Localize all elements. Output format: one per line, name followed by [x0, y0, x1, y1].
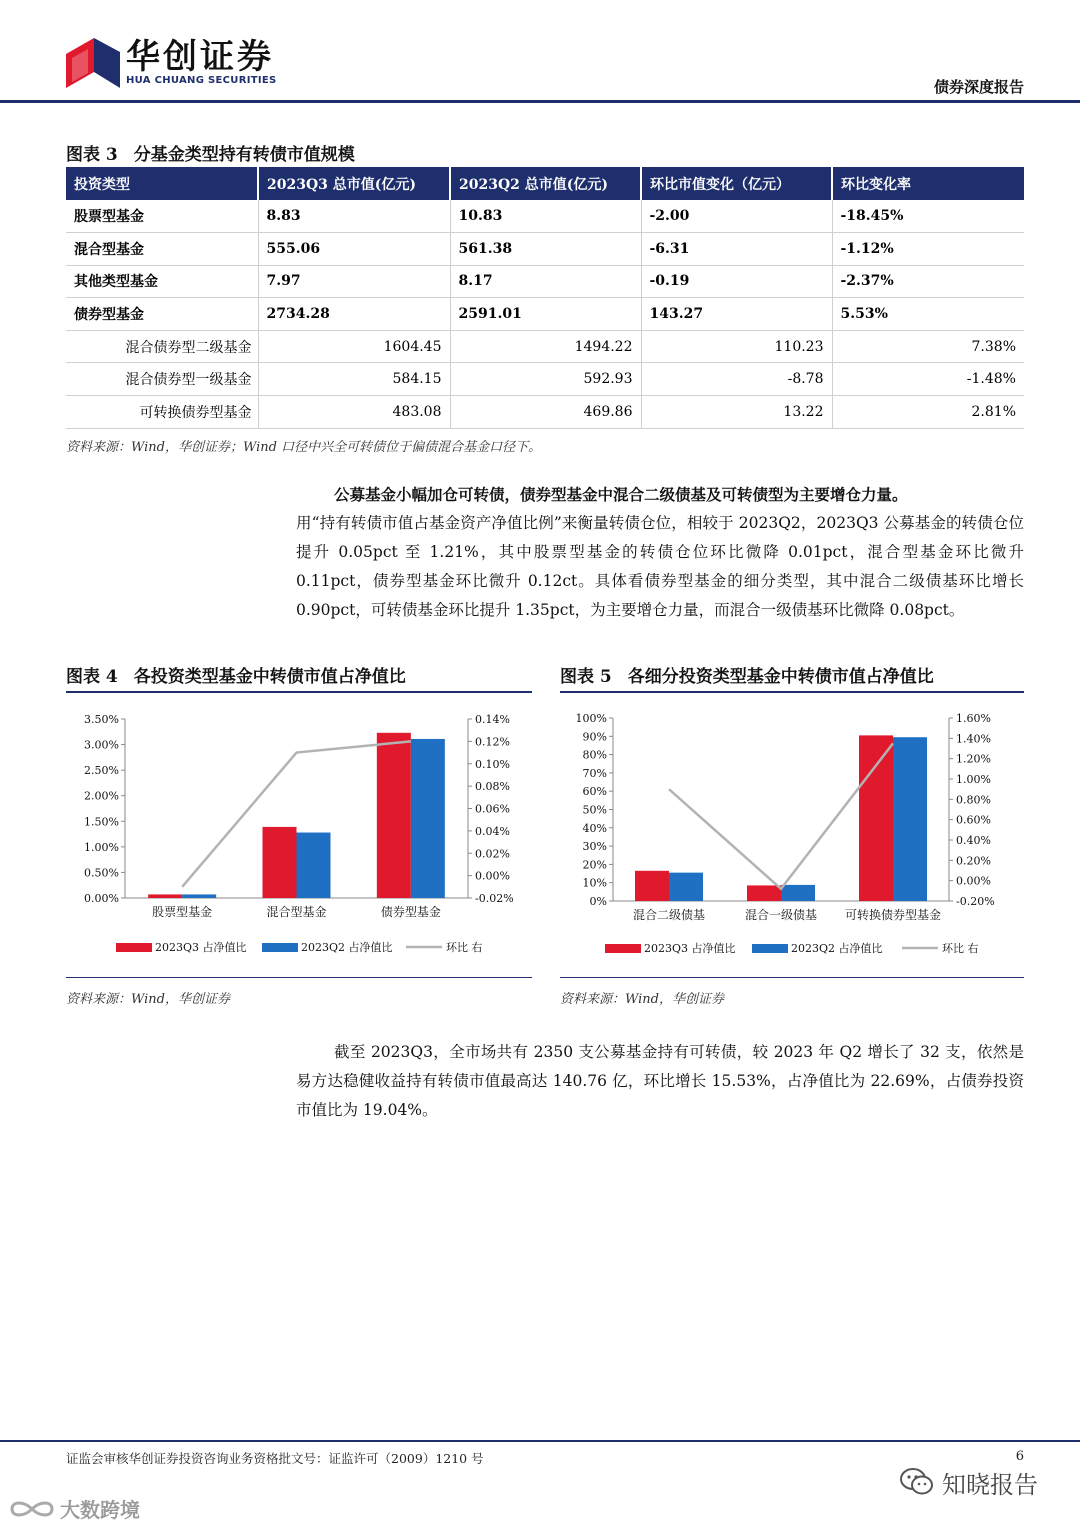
fig5-underline — [560, 691, 1024, 693]
bar — [893, 737, 927, 901]
bar — [377, 733, 411, 898]
table-cell: 2.81% — [832, 396, 1024, 429]
table-cell: 混合债券型一级基金 — [66, 363, 258, 396]
y-right-tick-label: 0.80% — [956, 793, 991, 807]
y-right-tick-label: 0.14% — [475, 713, 510, 726]
table-cell: -6.31 — [641, 233, 832, 266]
table-cell: 469.86 — [450, 396, 641, 429]
legend-label: 环比 右 — [942, 942, 979, 955]
bar — [781, 885, 815, 901]
report-type: 债券深度报告 — [933, 78, 1024, 96]
bar — [263, 827, 297, 898]
x-tick-label: 股票型基金 — [152, 905, 213, 919]
legend-label: 环比 右 — [446, 941, 483, 954]
y-left-tick-label: 10% — [582, 876, 607, 890]
y-left-tick-label: 80% — [582, 748, 607, 762]
y-right-tick-label: 0.08% — [475, 780, 510, 794]
fig4-underline — [66, 691, 532, 693]
paragraph-1-lead: 公募基金小幅加仓可转债，债券型基金中混合二级债基及可转债型为主要增仓力量。 — [334, 485, 908, 504]
y-right-tick-label: 0.20% — [956, 854, 991, 868]
table-cell: 1604.45 — [258, 330, 450, 363]
table-cell: -0.19 — [641, 265, 832, 298]
y-left-tick-label: 60% — [582, 785, 607, 799]
table-cell: 股票型基金 — [66, 200, 258, 233]
table-row — [66, 200, 1024, 233]
table-cell: 混合型基金 — [66, 233, 258, 266]
watermark-left-text: 大数跨境 — [60, 1498, 140, 1522]
fig4-chart — [66, 700, 532, 972]
y-right-tick-label: -0.02% — [475, 892, 514, 905]
table-cell: -2.00 — [641, 200, 832, 233]
fig4-title-text: 各投资类型基金中转债市值占净值比 — [133, 667, 406, 687]
y-right-tick-label: 0.10% — [475, 757, 510, 771]
fig5-bottom-line — [560, 977, 1024, 978]
table-cell: 8.17 — [450, 265, 641, 298]
logo-chinese-name: 华创证券 — [126, 37, 274, 77]
legend-swatch — [116, 943, 152, 952]
y-right-tick-label: 1.20% — [956, 752, 991, 766]
logo-english-name: HUA CHUANG SECURITIES — [126, 75, 277, 86]
fig4-source: 资料来源：Wind，华创证券 — [66, 992, 230, 1007]
table-cell: 2734.28 — [258, 298, 450, 331]
table-cell: 592.93 — [450, 363, 641, 396]
table-cell: 110.23 — [641, 330, 832, 363]
table-cell: 584.15 — [258, 363, 450, 396]
bar — [182, 894, 216, 898]
y-left-tick-label: 100% — [575, 712, 607, 725]
y-right-tick-label: 1.60% — [956, 712, 991, 725]
footer-license: 证监会审核华创证券投资咨询业务资格批文号：证监许可（2009）1210 号 — [66, 1451, 484, 1466]
table-cell: 可转换债券型基金 — [66, 396, 258, 429]
bar — [635, 871, 669, 901]
y-left-tick-label: 40% — [582, 821, 607, 835]
legend-label: 2023Q3 占净值比 — [155, 941, 247, 954]
table-subrow — [66, 396, 1024, 429]
fig4-bottom-line — [66, 977, 532, 978]
table-cell: -18.45% — [832, 200, 1024, 233]
table-subrow — [66, 330, 1024, 363]
table-cell: -8.78 — [641, 363, 832, 396]
bar — [411, 739, 445, 898]
wechat-icon — [900, 1467, 934, 1497]
y-right-tick-label: 1.40% — [956, 732, 991, 746]
legend-swatch — [605, 944, 641, 953]
legend-swatch — [752, 944, 788, 953]
fig5-source: 资料来源：Wind，华创证券 — [560, 992, 724, 1007]
y-left-tick-label: 50% — [582, 803, 607, 817]
chart-svg — [66, 700, 532, 972]
watermark-left — [8, 1494, 140, 1523]
y-right-tick-label: 0.60% — [956, 813, 991, 827]
legend-label: 2023Q2 占净值比 — [301, 941, 393, 954]
table-cell: 143.27 — [641, 298, 832, 331]
watermark-right-text: 知晓报告 — [942, 1470, 1038, 1499]
bar — [859, 735, 893, 901]
table-cell: 8.83 — [258, 200, 450, 233]
x-tick-label: 混合型基金 — [266, 905, 327, 919]
logo-mark-icon — [66, 38, 120, 88]
table-cell: -1.48% — [832, 363, 1024, 396]
fig4-title — [66, 662, 406, 687]
y-right-tick-label: 0.06% — [475, 802, 510, 816]
table-header: 2023Q3 总市值(亿元) — [258, 167, 450, 200]
header-divider — [0, 100, 1080, 103]
fig5-chart — [560, 700, 1024, 972]
table-header: 投资类型 — [66, 167, 258, 200]
table-cell: 其他类型基金 — [66, 265, 258, 298]
table-cell: 混合债券型二级基金 — [66, 330, 258, 363]
legend-swatch — [262, 943, 298, 952]
fig3-table — [66, 167, 1024, 429]
y-right-tick-label: -0.20% — [956, 895, 995, 908]
infinity-logo-icon — [8, 1496, 56, 1522]
x-tick-label: 混合二级债基 — [632, 908, 706, 922]
y-left-tick-label: 90% — [582, 730, 607, 744]
table-cell: 2591.01 — [450, 298, 641, 331]
x-tick-label: 债券型基金 — [380, 905, 441, 919]
paragraph-1-body: 用“持有转债市值占基金资产净值比例”来衡量转债仓位，相较于 2023Q2，2023Q3 公募基金的转债仓位提升 0.05pct 至 1.21%，其中股票型基金的转债仓位环比微降 0.01pct，混合型基金环比微升 0.11pct，债券型基金环比微升 0.12ct。具体看债券型基金的细分类型，其中混合二级债基环比增长 0.90pct，可转债基金环比提升 1.35pct，为主要增仓力量，而混合一级债基环比微降 0.08pct。 — [296, 514, 1024, 619]
table-row — [66, 298, 1024, 331]
y-left-tick-label: 3.00% — [84, 738, 119, 752]
table-header: 环比变化率 — [832, 167, 1024, 200]
table-row — [66, 265, 1024, 298]
y-right-tick-label: 0.00% — [475, 869, 510, 883]
y-left-tick-label: 2.50% — [84, 764, 119, 778]
y-left-tick-label: 20% — [582, 858, 607, 872]
table-cell: 10.83 — [450, 200, 641, 233]
table-cell: 7.38% — [832, 330, 1024, 363]
y-left-tick-label: 0.50% — [84, 866, 119, 880]
y-left-tick-label: 1.50% — [84, 815, 119, 829]
y-left-tick-label: 0% — [589, 895, 607, 908]
y-left-tick-label: 1.00% — [84, 840, 119, 854]
legend-label: 2023Q3 占净值比 — [644, 942, 736, 955]
table-cell: 561.38 — [450, 233, 641, 266]
y-left-tick-label: 0.00% — [84, 892, 119, 905]
table-cell: 7.97 — [258, 265, 450, 298]
fig5-title — [560, 662, 934, 687]
table-cell: 债券型基金 — [66, 298, 258, 331]
bar — [747, 885, 781, 901]
table-subrow — [66, 363, 1024, 396]
table-cell: 13.22 — [641, 396, 832, 429]
x-tick-label: 混合一级债基 — [744, 908, 818, 922]
table-cell: -1.12% — [832, 233, 1024, 266]
y-right-tick-label: 0.00% — [956, 874, 991, 888]
page-number: 6 — [1015, 1449, 1024, 1464]
table-header: 2023Q2 总市值(亿元) — [450, 167, 641, 200]
paragraph-1 — [296, 480, 1024, 625]
legend-label: 2023Q2 占净值比 — [791, 942, 883, 955]
table-row — [66, 233, 1024, 266]
company-logo — [66, 38, 276, 90]
y-right-tick-label: 0.04% — [475, 824, 510, 838]
fig3-title-text: 分基金类型持有转债市值规模 — [133, 145, 355, 165]
bar — [297, 833, 331, 898]
table-cell: -2.37% — [832, 265, 1024, 298]
fig5-number: 图表 5 — [560, 667, 612, 687]
y-right-tick-label: 0.02% — [475, 847, 510, 861]
y-left-tick-label: 70% — [582, 766, 607, 780]
y-left-tick-label: 2.00% — [84, 789, 119, 803]
table-cell: 555.06 — [258, 233, 450, 266]
fig5-title-text: 各细分投资类型基金中转债市值占净值比 — [627, 667, 934, 687]
table-header-row — [66, 167, 1024, 200]
table-header: 环比市值变化（亿元） — [641, 167, 832, 200]
paragraph-2: 截至 2023Q3，全市场共有 2350 支公募基金持有可转债，较 2023 年 Q2 增长了 32 支，依然是易方达稳健收益持有转债市值最高达 140.76 亿，环比增长 15.53%，占净值比为 22.69%，占债券投资市值比为 19.04%。 — [296, 1043, 1024, 1119]
bar — [669, 873, 703, 901]
chart-svg — [560, 700, 1024, 972]
y-right-tick-label: 0.12% — [475, 735, 510, 749]
fig3-number: 图表 3 — [66, 145, 118, 165]
table-cell: 1494.22 — [450, 330, 641, 363]
bar — [148, 894, 182, 898]
y-right-tick-label: 1.00% — [956, 773, 991, 786]
y-right-tick-label: 0.40% — [956, 834, 991, 847]
y-left-tick-label: 30% — [582, 840, 607, 854]
table-cell: 483.08 — [258, 396, 450, 429]
fig3-source: 资料来源：Wind，华创证券；Wind 口径中兴全可转债位于偏债混合基金口径下。 — [66, 440, 542, 455]
fig3-title — [66, 140, 355, 165]
fig4-number: 图表 4 — [66, 667, 118, 687]
x-tick-label: 可转换债券型基金 — [844, 908, 942, 922]
table-cell: 5.53% — [832, 298, 1024, 331]
watermark-right — [900, 1465, 1038, 1499]
footer-divider — [0, 1440, 1080, 1442]
y-left-tick-label: 3.50% — [84, 713, 119, 726]
